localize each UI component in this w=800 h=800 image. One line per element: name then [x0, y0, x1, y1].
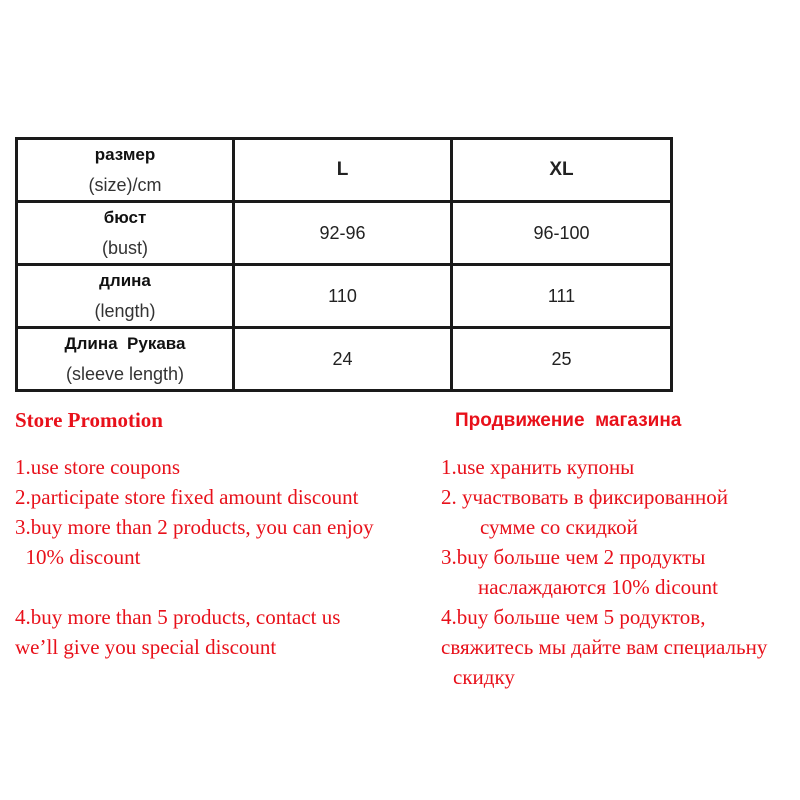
promo-title-ru: Продвижение магазина	[455, 410, 682, 431]
bust-label-ru: бюст	[103, 208, 147, 227]
promo-title-en: Store Promotion	[15, 408, 163, 432]
table-row-bust	[17, 202, 672, 265]
promo-ru-line-1: 1.use хранить купоны	[441, 455, 635, 479]
length-label-en: (length)	[94, 301, 156, 321]
bust-xl-value: 96-100	[452, 202, 672, 265]
sleeve-label-ru: Длина Рукава	[64, 334, 186, 353]
table-row-sleeve	[17, 328, 672, 391]
promo-en-line-5: 4.buy more than 5 products, contact us	[15, 605, 341, 629]
sleeve-xl-value: 25	[452, 328, 672, 391]
length-label-cell	[17, 265, 234, 328]
size-xl-header: XL	[452, 139, 672, 202]
promo-en-line-3: 3.buy more than 2 products, you can enjoy	[15, 515, 374, 539]
table-row-length	[17, 265, 672, 328]
promo-ru-line-8: скидку	[453, 665, 515, 689]
promo-ru-line-4: 3.buy больше чем 2 продукты	[441, 545, 706, 569]
promo-en-line-4: 10% discount	[15, 545, 141, 569]
size-label-cell	[17, 139, 234, 202]
size-label-en: (size)/cm	[88, 175, 162, 195]
length-label-ru: длина	[99, 271, 151, 290]
promo-en-line-2: 2.participate store fixed amount discount	[15, 485, 359, 509]
table-header-row	[17, 139, 672, 202]
promo-ru-line-7: свяжитесь мы дайте вам специальну	[441, 635, 768, 659]
size-l-header: L	[234, 139, 452, 202]
sleeve-label-en: (sleeve length)	[65, 364, 185, 384]
promo-ru-line-6: 4.buy больше чем 5 родуктов,	[441, 605, 706, 629]
promo-ru-line-2: 2. участвовать в фиксированной	[441, 485, 728, 509]
promo-en-line-1: 1.use store coupons	[15, 455, 181, 479]
bust-l-value: 92-96	[234, 202, 452, 265]
sleeve-l-value: 24	[234, 328, 452, 391]
length-l-value: 110	[234, 265, 452, 328]
bust-label-cell	[17, 202, 234, 265]
promo-en-line-6: we’ll give you special discount	[15, 635, 277, 659]
promo-ru-line-5: наслаждаются 10% dicount	[478, 575, 719, 599]
promo-ru-line-3: сумме со скидкой	[480, 515, 638, 539]
size-chart-table	[15, 137, 673, 392]
size-label-ru: размер	[94, 145, 156, 164]
bust-label-en: (bust)	[101, 238, 148, 258]
length-xl-value: 111	[452, 265, 672, 328]
sleeve-label-cell	[17, 328, 234, 391]
